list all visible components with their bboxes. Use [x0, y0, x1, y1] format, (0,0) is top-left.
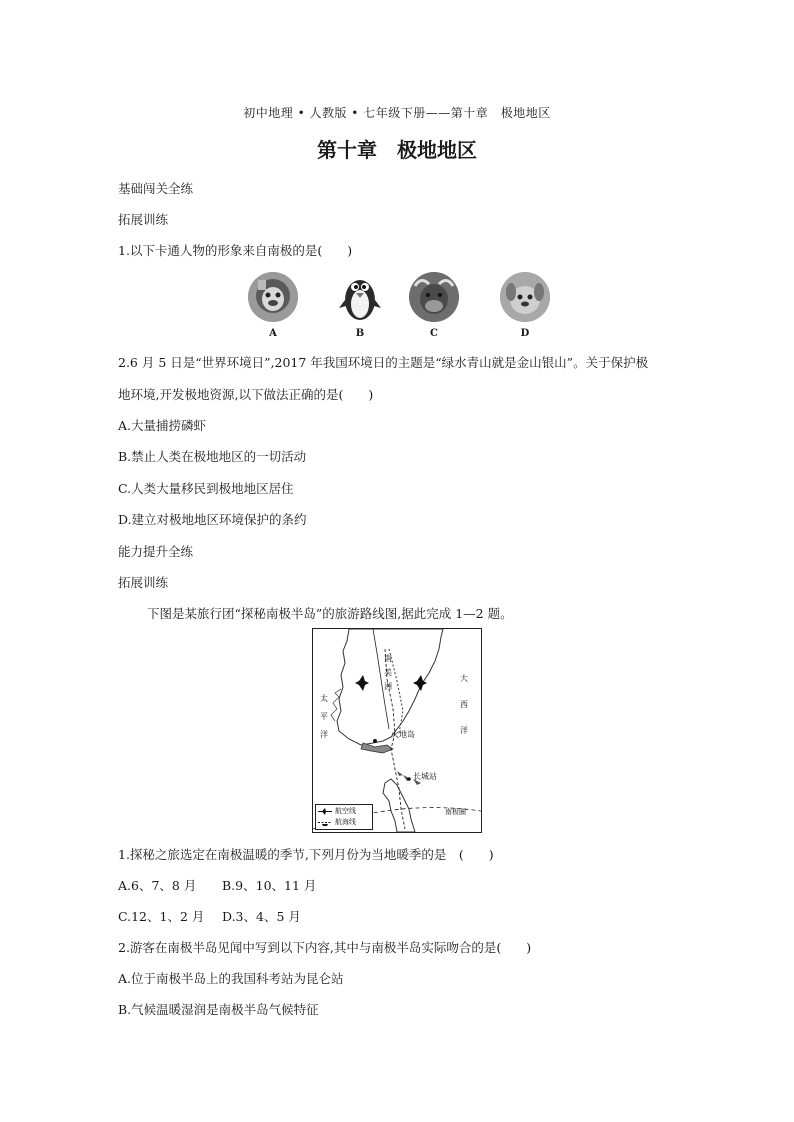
section-expand-1: 拓展训练 [118, 212, 169, 227]
sub-question-1-option-a: A.6、7、8 月 [118, 878, 197, 893]
section-basic: 基础闯关全练 [118, 181, 194, 196]
sub-question-2-option-b: B.气候温暖湿润是南极半岛气候特征 [118, 1002, 319, 1017]
sub-question-2-stem: 2.游客在南极半岛见闻中写到以下内容,其中与南极半岛实际吻合的是( ) [118, 940, 532, 955]
page-header: 初中地理 • 人教版 • 七年级下册——第十章 极地地区 [243, 106, 551, 120]
map-label-south-america-3: 洲 [384, 682, 392, 691]
cartoon-image-d [500, 272, 550, 322]
legend-sea-icon [318, 818, 332, 827]
map-label-south-america-2: 美 [384, 668, 392, 677]
chapter-title: 第十章 极地地区 [317, 138, 477, 162]
question-2-option-d: D.建立对极地地区环境保护的条约 [118, 512, 307, 527]
question-2-option-c: C.人类大量移民到极地地区居住 [118, 481, 294, 496]
question-2-stem-line-1: 2.6 月 5 日是“世界环境日”,2017 年我国环境日的主题是“绿水青山就是金山银山”。关于保护极 [118, 355, 649, 370]
question-1-stem: 1.以下卡通人物的形象来自南极的是( ) [118, 243, 353, 258]
map-label-atlantic-3: 洋 [460, 726, 468, 735]
map-label-pacific-3: 洋 [320, 730, 328, 739]
option-label-b: B [355, 328, 365, 339]
legend-air-label: 航空线 [335, 807, 356, 815]
map-label-atlantic-1: 大 [460, 674, 468, 683]
option-label-c: C [430, 328, 438, 339]
map-intro-text: 下图是某旅行团“探秘南极半岛”的旅游路线图,据此完成 1—2 题。 [147, 606, 513, 621]
map-legend [315, 804, 373, 830]
question-2-option-a: A.大量捕捞磷虾 [118, 418, 207, 433]
map-label-pacific-2: 平 [320, 712, 328, 721]
section-ability: 能力提升全练 [118, 544, 194, 559]
section-expand-2: 拓展训练 [118, 575, 169, 590]
sub-question-1-option-b: B.9、10、11 月 [222, 878, 317, 893]
map-label-south-america-1: 南 [384, 654, 392, 663]
option-label-d: D [520, 328, 530, 339]
cartoon-image-b [335, 270, 385, 320]
cartoon-image-a [248, 272, 298, 322]
option-label-a: A [269, 328, 277, 339]
map-label-fireland: 火地岛 [391, 730, 415, 739]
route-map [312, 628, 482, 833]
map-label-antarctic-circle: 南极圈 [445, 808, 466, 816]
sub-question-1-option-d: D.3、4、5 月 [222, 909, 301, 924]
question-2-option-b: B.禁止人类在极地地区的一切活动 [118, 449, 307, 464]
legend-air-icon [318, 807, 332, 816]
question-2-stem-line-2: 地环境,开发极地资源,以下做法正确的是( ) [118, 387, 374, 402]
map-label-great-wall-station: 长城站 [413, 772, 437, 781]
map-label-atlantic-2: 西 [460, 700, 468, 709]
sub-question-1-option-c: C.12、1、2 月 [118, 909, 205, 924]
map-label-pacific-1: 太 [320, 694, 328, 703]
cartoon-image-c [409, 272, 459, 322]
sub-question-1-stem: 1.探秘之旅选定在南极温暖的季节,下列月份为当地暖季的是 ( ) [118, 847, 494, 862]
sub-question-2-option-a: A.位于南极半岛上的我国科考站为昆仑站 [118, 971, 344, 986]
legend-sea-label: 航海线 [335, 818, 356, 826]
